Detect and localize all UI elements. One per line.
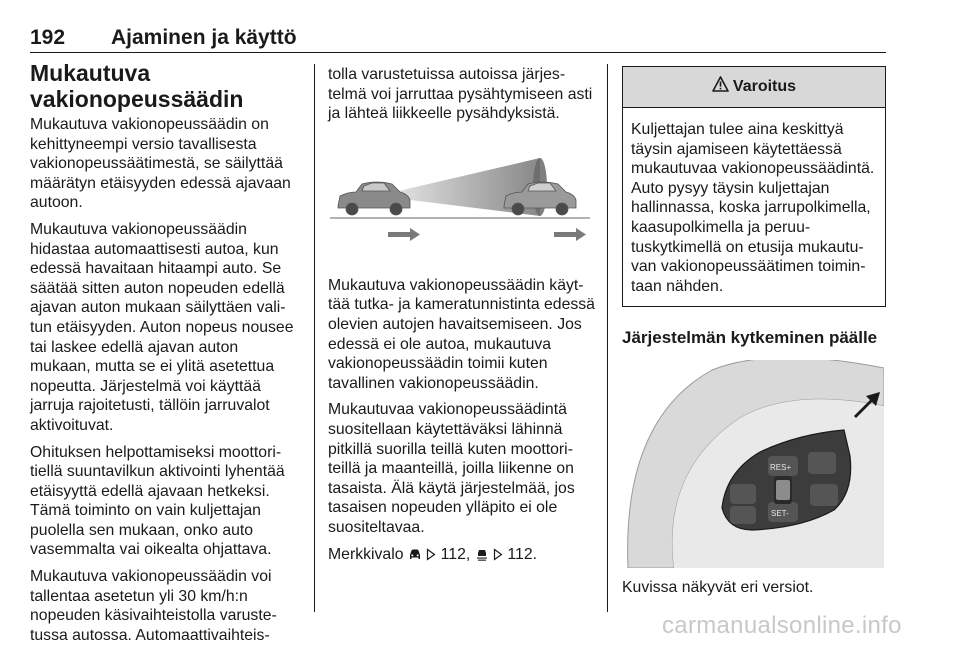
column-2: [328, 65, 596, 573]
paragraph: Mukautuva vakionopeussäädin käyttää tutka- ja kameratunnistinta edessä olevien autojen havaitsemiseen. Jos edessä ei ole autoa, mukautuva vakionopeussäädin toimii kuten tavallinen vakionopeussäädin.: [328, 276, 595, 392]
indicator-label: Merkkivalo: [328, 545, 404, 563]
distance-indicator-icon: [475, 547, 489, 567]
car-indicator-icon: [408, 547, 422, 567]
watermark: carmanualsonline.info: [662, 612, 902, 639]
column-1: [30, 60, 300, 652]
adaptive-cruise-illustration: [328, 136, 592, 254]
cancel-button: [730, 506, 756, 524]
warning-title: Varoitus: [732, 78, 797, 96]
page-header: [30, 24, 886, 53]
page-number: 192: [30, 26, 66, 49]
paragraph: Mukautuva vakionopeussäädin on kehittyneempi versio tavallisesta vakionopeussäätimestä, se säilyttää määrätyn etäisyyden edessä ajavaan autoon.: [30, 116, 291, 212]
column-3: [622, 65, 886, 605]
column-divider-1: [314, 64, 315, 612]
limiter-button: [730, 484, 756, 504]
figure-caption: Kuvissa näkyvät eri versiot.: [622, 579, 814, 597]
warning-triangle-icon: [712, 76, 733, 98]
page-ref-1: 112,: [440, 545, 471, 563]
warning-header: [623, 67, 885, 108]
warning-box: [622, 66, 886, 307]
cars-radar-illustration: [328, 136, 592, 254]
paragraph: Ohituksen helpottamiseksi moottoritiellä suuntavilkun aktivointi lyhentää etäisyyttä edellä ajavaan hetkeksi. Tämä toiminto on vain kuljettajan puolella sen mukaan, onko auto vasemmalta vai oikealta ohjattava.: [30, 443, 285, 559]
steering-wheel-svg: [622, 360, 884, 568]
page-ref-arrow-icon: [493, 547, 503, 567]
res-label: RES+: [770, 463, 792, 473]
paragraph: Mukautuva vakionopeussäädin hidastaa automaattisesti autoa, kun edessä havaitaan hitaampi auto. Se säätää sitten auton nopeuden edellä ajavan auton mukaan säilyttäen valitun etäisyyden. Auton nopeus nousee tai laskee edellä ajavan auton mukaan, mutta se ei ylitä asetettua nopeutta. Järjestelmä voi käyttää jarruja rajoitetusti, tällöin jarruvalot aktivoituvat.: [30, 220, 294, 434]
paragraph: Mukautuvaa vakionopeussäädintä suositellaan käytettäväksi lähinnä pitkillä suorilla teillä kuten moottoriteillä ja maanteillä, joilla liikenne on tasaista. Älä käytä järjestelmää, jos tasaisen nopeuden ylläpito ei ole suositeltavaa.: [328, 401, 575, 536]
chapter-title: Ajaminen ja käyttö: [111, 26, 297, 49]
rear-car: [338, 182, 410, 215]
distance-button: [808, 452, 836, 474]
direction-arrow-left: [388, 228, 420, 241]
column-divider-2: [607, 64, 608, 612]
page-ref-2: 112.: [507, 545, 537, 563]
page-ref-arrow-icon: [426, 547, 436, 567]
subsection-heading: Järjestelmän kytkeminen päälle: [622, 328, 878, 348]
warning-text: Kuljettajan tulee aina keskittyä täysin ajamiseen käytettäessä mukautuvaa vakionopeussäädintä. Auto pysyy täysin kuljettajan hallinnassa, koska jarrupolkimella, kaasupolkimella ja peruutuskytkimellä on etusija mukautuvan vakionopeussäätimen toimintaan nähden.: [631, 121, 875, 295]
thumbwheel: [776, 480, 790, 500]
paragraph: Mukautuva vakionopeussäädin voi tallentaa asetetun yli 30 km/h:n nopeuden käsivaihteistolla varustetussa autossa. Automaattivaihteis-: [30, 568, 277, 644]
indicator-reference: [328, 545, 596, 567]
steering-wheel-controls-illustration: [622, 360, 884, 568]
section-heading: Mukautuva vakionopeussäädin: [30, 60, 244, 112]
cruise-on-button: [810, 484, 838, 506]
set-label: SET-: [771, 509, 789, 519]
direction-arrow-right: [554, 228, 586, 241]
paragraph: tolla varustetuissa autoissa järjestelmä voi jarruttaa pysähtymiseen asti ja lähteä liikkeelle pysähdyksistä.: [328, 66, 593, 123]
